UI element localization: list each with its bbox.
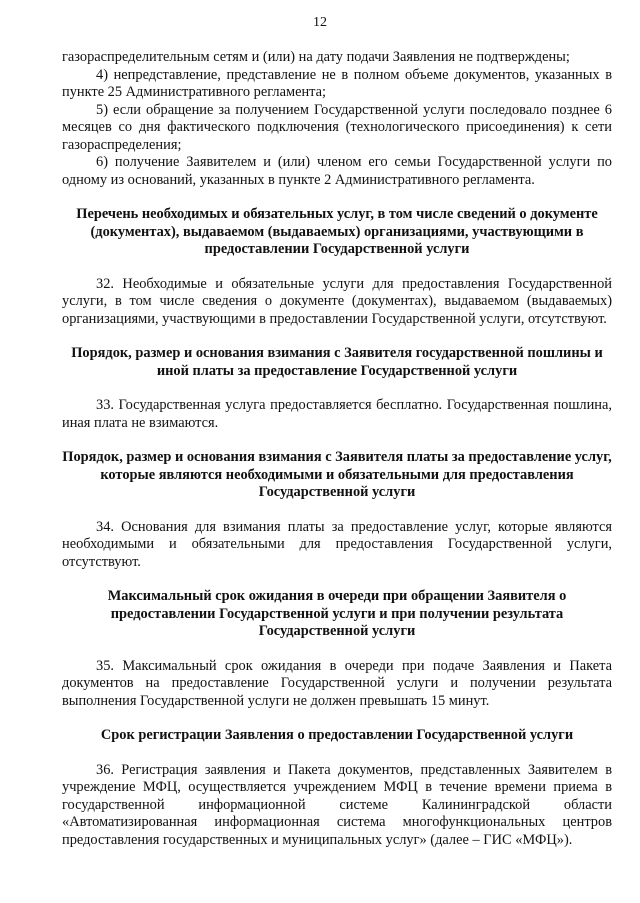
section-heading-registration-time: Срок регистрации Заявления о предоставлении Государственной услуги: [100, 727, 574, 743]
section-heading-state-fee: Порядок, размер и основания взимания с Заявителя государственной пошлины и иной платы за предоставление Государственной услуги: [71, 345, 603, 379]
page-number: 12: [313, 15, 327, 30]
section-heading-queue-time: Максимальный срок ожидания в очереди при обращении Заявителя о предоставлении Государственной услуги и при получении результата Государственной услуги: [107, 588, 567, 639]
document-body: [62, 49, 612, 849]
paragraph-35: 35. Максимальный срок ожидания в очереди при подаче Заявления и Пакета документов на предоставление Государственной услуги и получении результата выполнения Государственной услуги не должен превышать 15 минут.: [62, 657, 612, 709]
list-item-5: 5) если обращение за получением Государственной услуги последовало позднее 6 месяцев со дня фактического подключения (технологического присоединения) к сети газораспределения;: [62, 101, 612, 153]
paragraph-33: 33. Государственная услуга предоставляется бесплатно. Государственная пошлина, иная плата не взимаются.: [62, 397, 612, 431]
list-item-4: 4) непредставление, представление не в полном объеме документов, указанных в пункте 25 Административного регламента;: [62, 66, 612, 100]
paragraph-36: 36. Регистрация заявления и Пакета документов, представленных Заявителем в учреждение МФЦ, осуществляется учреждением МФЦ в течение времени приема в государственной информационной системе Калининградской области «Автоматизированная информационная система многофункциональных центров предоставления государственных и муниципальных услуг» (далее – ГИС «МФЦ»).: [62, 761, 612, 848]
paragraph-continuation: газораспределительным сетям и (или) на дату подачи Заявления не подтверждены;: [62, 49, 570, 65]
paragraph-34: 34. Основания для взимания платы за предоставление услуг, которые являются необходимыми и обязательными для предоставления Государственной услуги, отсутствуют.: [62, 518, 612, 570]
section-heading-required-services: Перечень необходимых и обязательных услуг, в том числе сведений о документе (документах), выдаваемом (выдаваемых) организациями, участвующими в предоставлении Государственной услуги: [76, 206, 598, 257]
paragraph-32: 32. Необходимые и обязательные услуги для предоставления Государственной услуги, в том числе сведения о документе (документах), выдаваемом (выдаваемых) организациями, участвующими в предоставлении Государственной услуги, отсутствуют.: [62, 275, 612, 327]
list-item-6: 6) получение Заявителем и (или) членом его семьи Государственной услуги по одному из оснований, указанных в пункте 2 Административного регламента.: [62, 154, 612, 188]
section-heading-service-fees: Порядок, размер и основания взимания с Заявителя платы за предоставление услуг, которые являются необходимыми и обязательными для предоставления Государственной услуги: [62, 449, 612, 500]
